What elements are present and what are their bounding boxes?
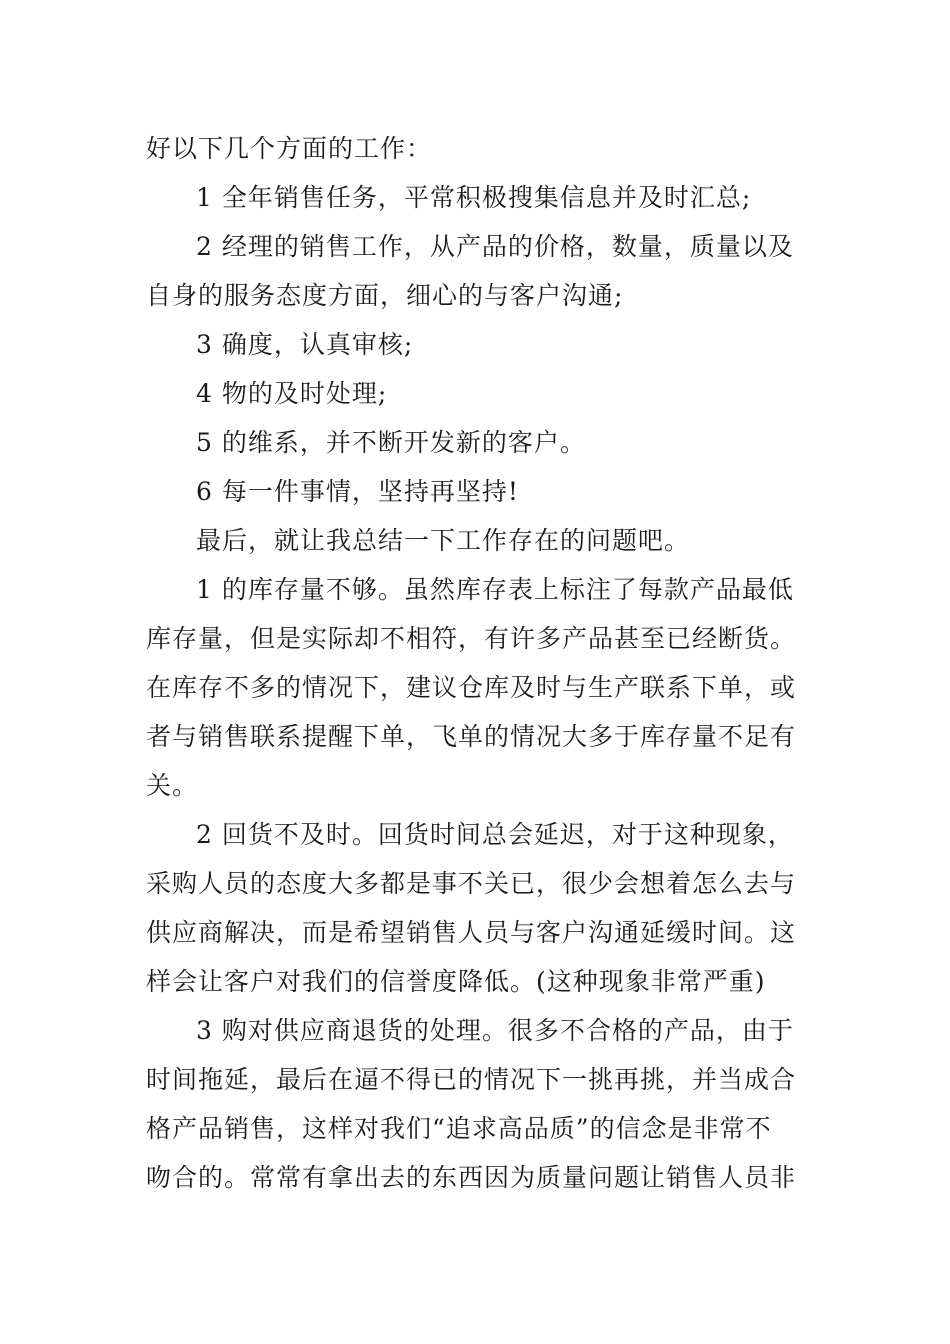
paragraph-problem-3 xyxy=(146,1006,808,1202)
text-line: 库存量，但是实际却不相符，有许多产品甚至已经断货。 xyxy=(146,624,797,653)
text-line: 自身的服务态度方面，细心的与客户沟通; xyxy=(146,281,624,310)
text-line: 2 回货不及时。回货时间总会延迟，对于这种现象， xyxy=(196,820,794,849)
paragraph-intro xyxy=(146,124,808,173)
paragraph-item-6 xyxy=(146,467,808,516)
paragraph-problem-1 xyxy=(146,565,808,810)
paragraph-item-5 xyxy=(146,418,808,467)
text-line: 4 物的及时处理; xyxy=(196,379,388,408)
paragraph-item-1 xyxy=(146,173,808,222)
text-line: 1 的库存量不够。虽然库存表上标注了每款产品最低 xyxy=(196,575,794,604)
text-line: 格产品销售，这样对我们“追求高品质”的信念是非常不 xyxy=(146,1114,772,1143)
text-line: 关。 xyxy=(146,771,199,800)
text-line: 1 全年销售任务，平常积极搜集信息并及时汇总; xyxy=(196,183,752,212)
paragraph-problem-2 xyxy=(146,810,808,1006)
text-line: 采购人员的态度大多都是事不关已，很少会想着怎么去与 xyxy=(146,869,797,898)
text-line: 5 的维系，并不断开发新的客户。 xyxy=(196,428,586,457)
paragraph-item-3 xyxy=(146,320,808,369)
text-line: 好以下几个方面的工作： xyxy=(146,134,433,163)
paragraph-item-4 xyxy=(146,369,808,418)
text-line: 2 经理的销售工作，从产品的价格，数量，质量以及 xyxy=(196,232,794,261)
text-line: 最后，就让我总结一下工作存在的问题吧。 xyxy=(196,526,691,555)
text-line: 时间拖延，最后在逼不得已的情况下一挑再挑，并当成合 xyxy=(146,1065,797,1094)
text-line: 者与销售联系提醒下单，飞单的情况大多于库存量不足有 xyxy=(146,722,797,751)
text-line: 吻合的。常常有拿出去的东西因为质量问题让销售人员非 xyxy=(146,1163,797,1192)
paragraph-problems-intro xyxy=(146,516,808,565)
text-line: 3 购对供应商退货的处理。很多不合格的产品，由于 xyxy=(196,1016,794,1045)
paragraph-item-2 xyxy=(146,222,808,320)
text-line: 6 每一件事情，坚持再坚持! xyxy=(196,477,519,506)
text-line: 在库存不多的情况下，建议仓库及时与生产联系下单，或 xyxy=(146,673,797,702)
text-line: 供应商解决，而是希望销售人员与客户沟通延缓时间。这 xyxy=(146,918,797,947)
document-body xyxy=(146,124,808,1202)
text-line: 样会让客户对我们的信誉度降低。(这种现象非常严重) xyxy=(146,967,766,996)
text-line: 3 确度，认真审核; xyxy=(196,330,414,359)
